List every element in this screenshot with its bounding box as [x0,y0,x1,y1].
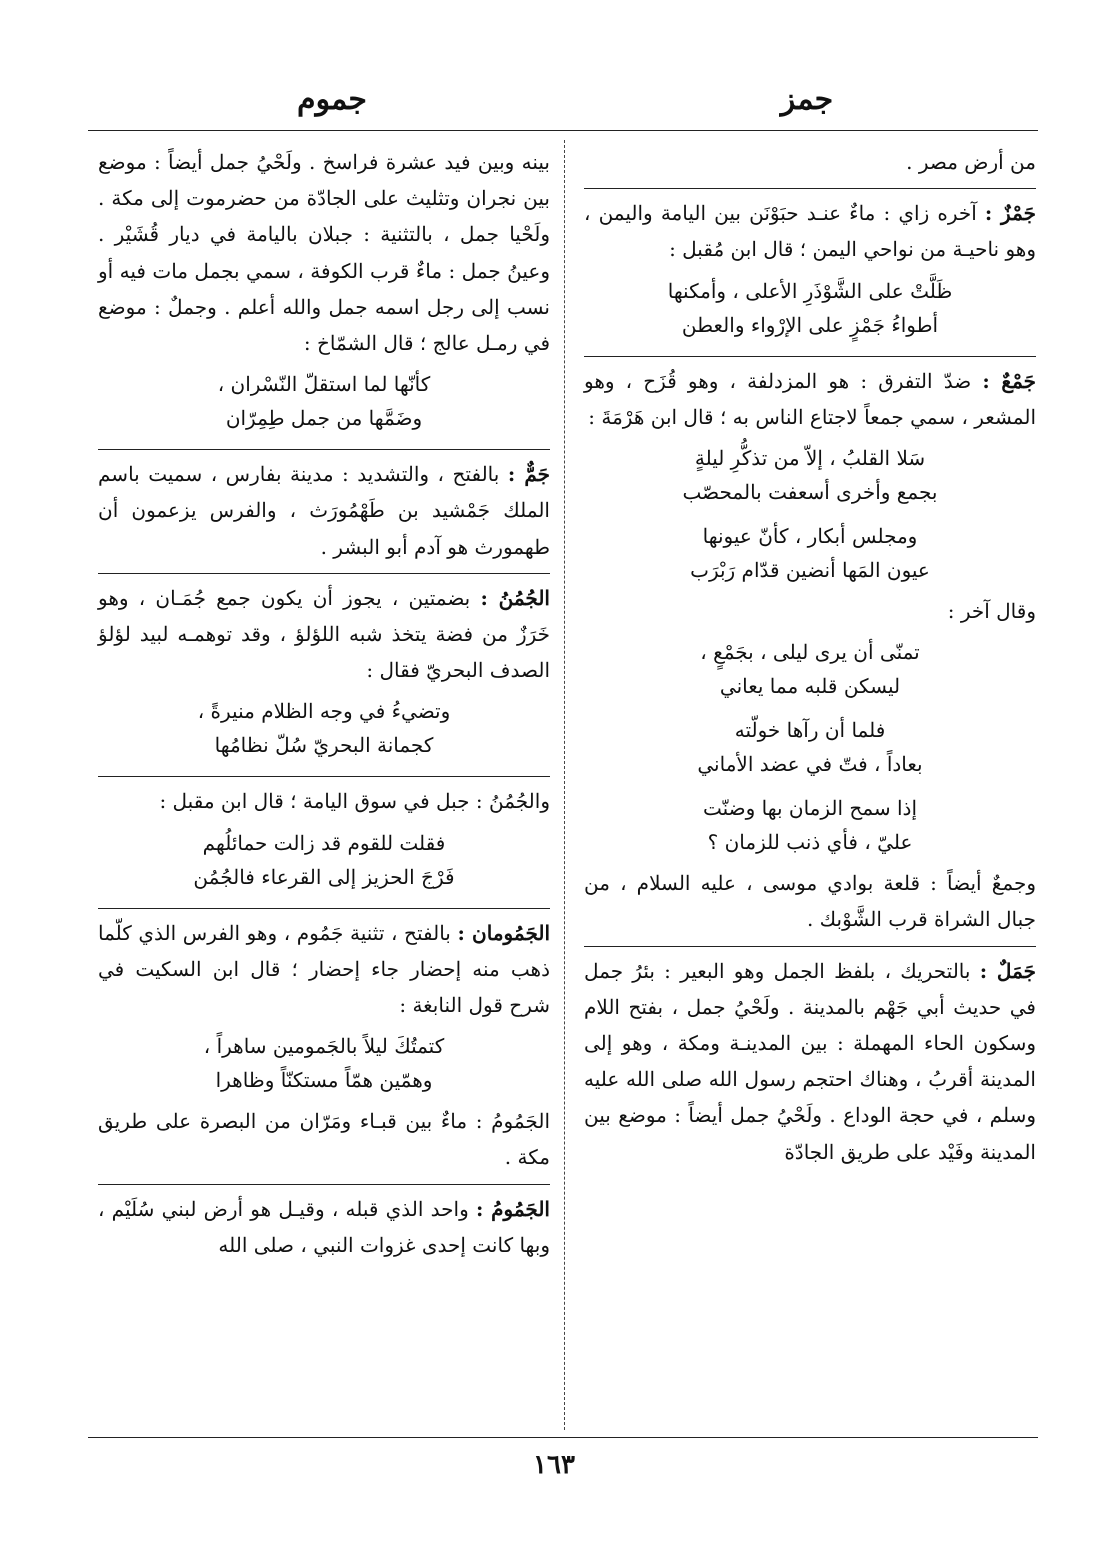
entry-jamz [584,193,1036,351]
left-column [98,142,550,1267]
verse-line: عيون المَها أنضين قدّام رَبْرَب [690,558,930,583]
entry-text: وقال آخر : [947,599,1036,624]
footer-rule [88,1437,1038,1438]
entry-separator [98,776,550,777]
entry-al-jumun [98,578,550,773]
poem [98,820,550,900]
verse-line: وضَمَّها من جمل طِمِرّان [225,406,423,431]
entry-text: بينه وبين فيد عشرة فراسخ . ولَحْيُ جمل أيضاً : موضع بين نجران وتثليث على الجادّة من حضرموت إلى مكة . ولَحْيا جمل ، بالتثنية : جبلان باليامة في ديار قُشَيْر . وعينُ جمل : ماءٌ قرب الكوفة ، سمي بجمل مات فيه أو نسب إلى رجل اسمه جمل والله أعلم . وجملٌ : موضع في رمـل عالج ؛ قال الشمّاخ : [98,150,550,356]
entry-jamal [584,951,1036,1174]
right-column [584,142,1036,1174]
entry-text: بضمتين ، يجوز أن يكون جمع جُمَـان ، وهو خَرَزٌ من فضة يتخذ شبه اللؤلؤ ، وقد توهمـه لبيد لؤلؤ الصدف البحريّ فقال : [98,585,550,683]
verse-line: كجمانة البحريّ سُلّ نظامُها [214,733,434,758]
poem [98,361,550,441]
entry-separator [98,573,550,574]
entry-text: آخره زاي : ماءٌ عنـد حبَوْنَن بين اليامة واليمن ، وهو ناحيـة من نواحي اليمن ؛ قال ابن مُقبل : [584,201,1036,262]
verse-line: فَرْجَ الحزيز إلى القرعاء فالجُمُن [193,864,455,889]
poem [98,688,550,768]
headword: جَمْزٌ : [984,201,1036,226]
entry-text: ضدّ التفرق : هو المزدلفة ، وهو قُزَح ، وهو المشعر ، سمي جمعاً لاجتاع الناس به ؛ قال ابن هَرْمَةَ : [584,368,1036,429]
entry-text: بالفتح ، تثنية جَمُوم ، وهو الفرس الذي كلّما ذهب منه إحضار جاء إحضار ؛ قال ابن السكيت في شرح قول النابغة : [98,920,550,1018]
header-rule [88,130,1038,131]
verse-line: سَلا القلبُ ، إلاّ من تذكُّرِ ليلةٍ [694,446,926,471]
entry-text: من أرض مصر . [906,150,1036,174]
verse-gap [584,509,1036,519]
verse-line: ومجلس أبكار ، كأنّ عيونها [702,524,918,549]
verse-line: ليسكن قلبه مما يعاني [719,674,901,699]
entry-jamm [98,454,550,569]
headword: الجَمُومُ : [475,1196,550,1221]
headword: الجُمُنُ : [480,585,550,610]
verse-line: كأنّها لما استقلّ النّسْران ، [217,372,431,397]
column-divider [564,140,565,1430]
verse-gap [584,703,1036,713]
entry-separator [98,908,550,909]
verse-line: إذا سمح الزمان بها وضنّت [702,796,918,821]
running-header-right: جمز [780,82,834,117]
entry-continuation [98,142,550,445]
entry-text: واحد الذي قبله ، وقيـل هو أرض لبني سُلَيْم ، وبها كانت إحدى غزوات النبي ، صلى الله [98,1196,550,1257]
entry-text: والجُمُنُ : جبل في سوق اليامة ؛ قال ابن مقبل : [159,789,550,814]
poem [584,629,1036,865]
verse-line: بعاداً ، فتّ في عضد الأماني [697,752,923,777]
entry-continuation [584,142,1036,184]
headword: الجَمُومان : [457,920,550,945]
entry-al-jamum [98,1189,550,1267]
entry-separator [584,356,1036,357]
verse-line: عليّ ، فأي ذنب للزمان ؟ [707,830,913,855]
poem [98,1023,550,1103]
verse-line: وتضيءُ في وجه الظلام منيرةً ، [197,699,451,724]
entry-separator [98,449,550,450]
page-number: ١٦٣ [533,1450,575,1480]
entry-text: وجمعٌ أيضاً : قلعة بوادي موسى ، عليه السلام ، من جبال الشراة قرب الشَّوْبك . [584,871,1036,932]
verse-line: كتمتُكَ ليلاً بالجَمومين ساهراً ، [203,1034,445,1059]
entry-text: بالتحريك ، بلفظ الجمل وهو البعير : بئرُ جمل في حديث أبي جَهْم بالمدينة . ولَحْيُ جمل ، بفتح اللام وسكون الحاء المهملة : بين المدينـة ومكة ، وهو إلى المدينة أقربُ ، وهناك احتجم رسول الله صلى الله عليه وسلم ، في حجة الوداع . ولَحْيُ جمل أيضاً : موضع بين المدينة وفَيْد على طريق الجادّة [584,958,1036,1164]
entry-separator [98,1184,550,1185]
verse-line: ظَلَّتْ على الشَّوْذَرِ الأعلى ، وأمكنها [667,278,953,303]
verse-line: تمنّى أن يرى ليلى ، بجَمْعٍ ، [700,640,920,665]
entry-al-jamuman [98,913,550,1180]
verse-line: فقلت للقوم قد زالت حمائلُهم [202,830,446,855]
verse-line: فلما أن رآها خولّته [734,718,886,743]
entry-text: الجَمُومُ : ماءٌ بين قبـاء ومَرّان من البصرة على طريق مكة . [98,1109,550,1170]
entry-al-jumun-mountain [98,781,550,903]
entry-jam [584,361,1036,942]
verse-gap [584,781,1036,791]
headword: جَمَلٌ : [979,958,1037,983]
verse-line: وهمّين همّاً مستكنّاً وظاهرا [215,1068,433,1093]
running-header-left: جموم [297,82,367,117]
entry-text: بالفتح ، والتشديد : مدينة بفارس ، سميت باسم الملك جَمْشيد بن طَهْمُورَث ، والفرس يزعمون أن طهمورث هو آدم أبو البشر . [98,462,550,559]
headword: جَمٌّ : [507,462,550,487]
poem [584,435,1036,593]
verse-line: بجمع وأخرى أسعفت بالمحصّب [682,480,938,505]
entry-separator [584,946,1036,947]
verse-line: أطواءُ جَمْزٍ على الإرْواء والعطن [681,312,939,337]
headword: جَمْعٌ : [982,368,1036,393]
poem [584,268,1036,348]
entry-separator [584,188,1036,189]
